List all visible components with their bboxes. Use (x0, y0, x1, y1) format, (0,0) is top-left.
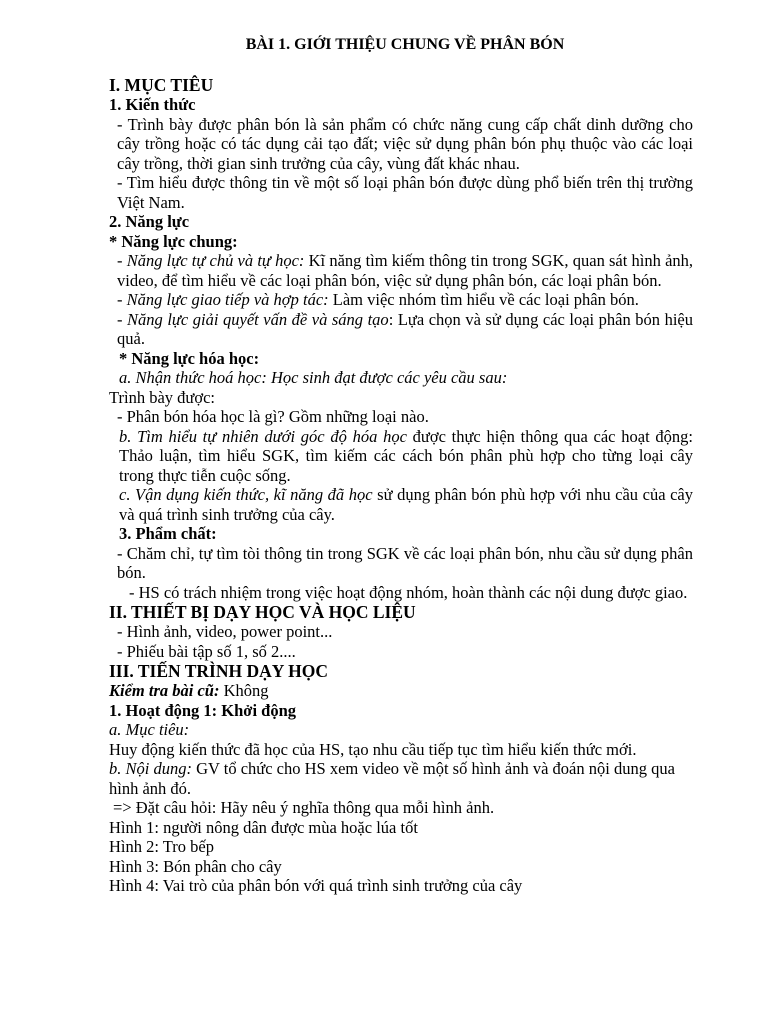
lesson-title: BÀI 1. GIỚI THIỆU CHUNG VỀ PHÂN BÓN (245, 36, 565, 53)
old-lesson-check (109, 681, 693, 701)
image-item-2: Hình 2: Tro bếp (109, 837, 214, 856)
chemistry-competency-b (109, 427, 693, 486)
content-paragraph (109, 759, 693, 798)
competency-label: Năng lực tự chủ và tự học: (126, 251, 305, 270)
competency-label: b. Tìm hiểu tự nhiên dưới góc độ hóa học (119, 426, 407, 446)
chemistry-competency-heading: * Năng lực hóa học: (119, 348, 260, 368)
image-item-3: Hình 3: Bón phân cho cây (109, 856, 282, 876)
section-3-heading: III. TIẾN TRÌNH DẠY HỌC (109, 661, 328, 681)
general-competency-1: - Năng lực tự chủ và tự học: Kĩ năng tìm kiếm thông tin trong SGK, quan sát hình ảnh, video, để tìm hiểu về các loại phân bón, việc sử dụng phân bón, các loại phân bón. (117, 251, 694, 290)
old-lesson-text: Không (219, 681, 269, 700)
content-text: GV tổ chức cho HS xem video về một số hình ảnh và đoán nội dung qua hình ảnh đó. (109, 759, 675, 798)
present-item-1: - Phân bón hóa học là gì? Gồm những loại nào. (117, 407, 429, 426)
section-1-heading: I. MỤC TIÊU (109, 75, 214, 95)
competency-text: được thực hiện thông qua các hoạt động: Thảo luận, tìm hiểu SGK, tìm kiếm các cách bón phân phù hợp cho từng loại cây trong thực tiễn cuộc sống. (119, 426, 693, 485)
content-label: b. Nội dung: (109, 759, 192, 778)
image-item-1: Hình 1: người nông dân được mùa hoặc lúa tốt (109, 817, 418, 837)
competency-text: Kĩ năng tìm kiếm thông tin trong SGK, quan sát hình ảnh, video, để tìm hiểu về các loại phân bón, việc sử dụng phân bón, các loại phân bón. (117, 251, 694, 290)
knowledge-heading: 1. Kiến thức (109, 95, 196, 114)
competency-label: Năng lực giải quyết vấn đề và sáng tạo (127, 309, 389, 329)
objective-text: Huy động kiến thức đã học của HS, tạo nhu cầu tiếp tục tìm hiểu kiến thức mới. (109, 739, 637, 759)
present-label: Trình bày được: (109, 387, 215, 407)
question-line: => Đặt câu hỏi: Hãy nêu ý nghĩa thông qua mỗi hình ảnh. (113, 798, 495, 817)
document-page (109, 36, 693, 896)
activity-1-heading: 1. Hoạt động 1: Khởi động (109, 700, 297, 720)
image-item-4: Hình 4: Vai trò của phân bón với quá trình sinh trưởng của cây (109, 876, 523, 895)
chemistry-competency-c (109, 485, 693, 524)
competency-heading: 2. Năng lực (109, 212, 190, 231)
equipment-item-1: - Hình ảnh, video, power point... (117, 622, 333, 641)
old-lesson-label: Kiểm tra bài cũ: (109, 681, 220, 700)
general-competency-2: - Năng lực giao tiếp và hợp tác: Làm việc nhóm tìm hiểu về các loại phân bón. (117, 290, 639, 309)
qualities-heading: 3. Phẩm chất: (119, 524, 217, 543)
general-competency-heading: * Năng lực chung: (109, 231, 238, 251)
competency-text: : Lựa chọn và sử dụng các loại phân bón hiệu quả. (117, 309, 693, 348)
competency-label: c. Vận dụng kiến thức, kĩ năng đã học (119, 485, 373, 504)
competency-text: Làm việc nhóm tìm hiểu về các loại phân bón. (328, 290, 639, 309)
objective-label: a. Mục tiêu: (109, 720, 190, 739)
competency-text: sử dụng phân bón phù hợp với nhu cầu của cây và quá trình sinh trưởng của cây. (119, 485, 693, 524)
knowledge-paragraph-2: - Tìm hiểu được thông tin về một số loại phân bón được dùng phổ biến trên thị trường Việt Nam. (117, 173, 693, 212)
competency-label: Năng lực giao tiếp và hợp tác: (126, 290, 329, 309)
quality-1: - Chăm chỉ, tự tìm tòi thông tin trong SGK về các loại phân bón, nhu cầu sử dụng phân bón. (117, 543, 693, 582)
knowledge-paragraph-1: - Trình bày được phân bón là sản phẩm có chức năng cung cấp chất dinh dưỡng cho cây trồng hoặc có tác dụng cải tạo đất; việc sử dụng phân bón phụ thuộc vào các loại cây trồng, thời gian sinh trưởng của cây, vùng đất khác nhau. (117, 114, 693, 173)
section-2-heading: II. THIẾT BỊ DẠY HỌC VÀ HỌC LIỆU (109, 602, 416, 622)
equipment-item-2: - Phiếu bài tập số 1, số 2.... (117, 641, 296, 661)
general-competency-3: - Năng lực giải quyết vấn đề và sáng tạo: Lựa chọn và sử dụng các loại phân bón hiệu quả. (117, 309, 693, 348)
chemistry-competency-a: a. Nhận thức hoá học: Học sinh đạt được các yêu cầu sau: (119, 368, 508, 387)
quality-2: - HS có trách nhiệm trong việc hoạt động nhóm, hoàn thành các nội dung được giao. (129, 582, 688, 602)
